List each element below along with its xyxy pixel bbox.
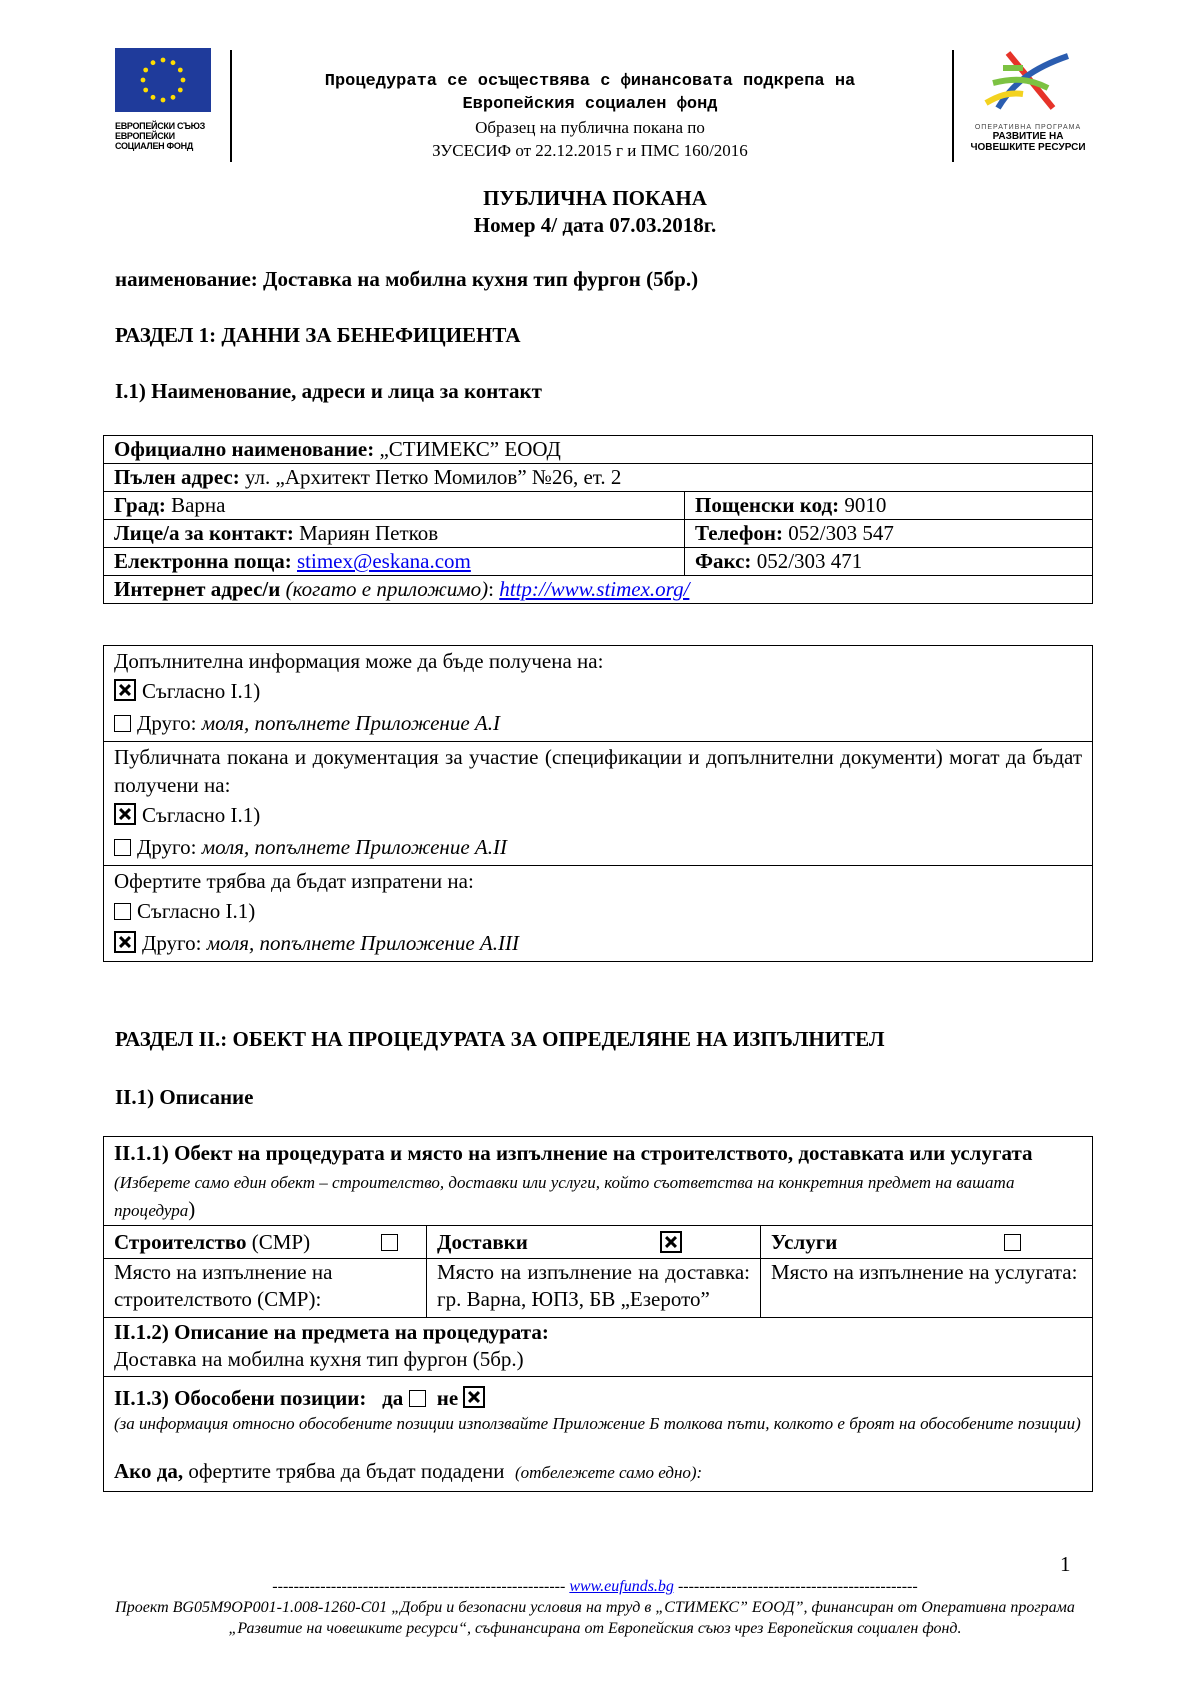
object-heading: II.1.1) Обект на процедурата и място на изпълнение на строителството, доставката или услугата [114, 1141, 1033, 1165]
address-label: Пълен адрес: [114, 465, 240, 489]
contact-person-value: Мариян Петков [293, 521, 439, 545]
phone-value: 052/303 547 [783, 521, 894, 545]
section-2-heading: РАЗДЕЛ II.: ОБЕКТ НА ПРОЦЕДУРАТА ЗА ОПРЕДЕЛЯНЕ НА ИЗПЪЛНИТЕЛ [115, 1027, 885, 1051]
phone-label: Телефон: [695, 521, 784, 545]
eu-logo-line: СОЦИАЛЕН ФОНД [115, 141, 193, 151]
supplies-place-label [437, 1259, 750, 1286]
description-value: Доставка на мобилна кухня тип фургон (5бр.) [114, 1347, 524, 1371]
header-divider-right [952, 50, 954, 162]
lots-no-label: не [436, 1386, 459, 1410]
eu-logo-line: ЕВРОПЕЙСКИ СЪЮЗ [115, 121, 205, 131]
page-subtitle: Номер 4/ дата 07.03.2018г. [473, 213, 717, 237]
option-label: Друго: [137, 711, 202, 735]
checkbox-unchecked[interactable] [114, 839, 131, 856]
footer-dashes: ------------------------------------------------------- [272, 1578, 566, 1595]
header-line-3: Образец на публична покана по [475, 118, 705, 137]
checkbox-unchecked[interactable] [114, 903, 131, 920]
docs-option-2 [114, 831, 1082, 863]
offers-info-text: Офертите трябва да бъдат изпратени на: [114, 869, 474, 893]
construction-label: Строителство [114, 1230, 247, 1254]
postcode-value: 9010 [839, 493, 887, 517]
email-link[interactable]: stimex@eskana.com [296, 549, 471, 573]
email-label: Електронна поща: [114, 549, 292, 573]
option-note: моля, попълнете Приложение А.I [201, 711, 500, 735]
contact-table [103, 435, 1093, 604]
supplies-label: Доставки [437, 1230, 528, 1254]
if-yes-label: Ако да, [114, 1459, 184, 1483]
services-checkbox-unchecked[interactable] [1004, 1234, 1021, 1251]
eu-logo-line: ЕВРОПЕЙСКИ [115, 131, 175, 141]
additional-option-1 [114, 675, 1082, 707]
fax-label: Факс: [695, 549, 752, 573]
footer-project-text: Проект BG05M9OP001-1.008-1260-C01 „Добри и безопасни условия на труд в „СТИМЕКС” ЕООД”, финансиран от Оперативна програма „Развитие на човешките ресурси“, съфинансирана от Европейския съюз чрез Европейския социален фонд. [115, 1599, 1075, 1637]
web-colon: : [488, 577, 500, 601]
supplies-place-text: Място на изпълнение на доставка: [437, 1260, 750, 1284]
services-label: Услуги [771, 1230, 838, 1254]
address-value: ул. „Архитект Петко Момилов” №26, ет. 2 [239, 465, 622, 489]
eufunds-link[interactable]: www.eufunds.bg [569, 1578, 674, 1595]
option-label: Друго: [142, 931, 207, 955]
lots-label: II.1.3) Обособени позиции: [114, 1386, 367, 1410]
lots-row [114, 1383, 1082, 1413]
construction-checkbox-unchecked[interactable] [381, 1234, 398, 1251]
if-yes-note: (отбележете само едно): [514, 1463, 703, 1482]
page-title: ПУБЛИЧНА ПОКАНА [483, 186, 707, 210]
official-name-label: Официално наименование: [114, 437, 375, 461]
section-1-subheading: І.1) Наименование, адреси и лица за контакт [115, 379, 542, 403]
section-2-subheading: II.1) Описание [115, 1085, 254, 1109]
option-note: моля, попълнете Приложение А.II [201, 835, 507, 859]
option-label: Съгласно І.1) [142, 679, 261, 703]
services-place: Място на изпълнение на услугата: [771, 1260, 1078, 1284]
header-line-4: ЗУСЕСИФ от 22.12.2015 г и ПМС 160/2016 [432, 141, 748, 160]
offers-option-1 [114, 895, 1082, 927]
eu-flag-icon [115, 48, 211, 112]
option-note: моля, попълнете Приложение А.III [206, 931, 519, 955]
section-1-heading: РАЗДЕЛ 1: ДАННИ ЗА БЕНЕФИЦИЕНТА [115, 323, 521, 347]
fax-value: 052/303 471 [751, 549, 863, 573]
additional-info-text: Допълнителна информация може да бъде получена на: [114, 649, 604, 673]
op-logo-line: РАЗВИТИЕ НА [992, 131, 1064, 142]
docs-info-text: Публичната покана и документация за участие (спецификации и допълнителни документи) могат да бъдат получени на: [114, 745, 1082, 797]
footer [110, 1576, 1080, 1639]
object-heading-note: (Изберете само един обект – строителство, доставки или услуги, който съответства на конкретния предмет на вашата процедура [114, 1173, 1015, 1220]
lots-note: (за информация относно обособените позиции използвайте Приложение Б толкова пъти, колкото е броят на обособените позиции) [114, 1414, 1081, 1433]
lots-no-checkbox-checked[interactable] [463, 1386, 485, 1408]
web-label: Интернет адрес/и [114, 577, 281, 601]
lots-yes-checkbox-unchecked[interactable] [409, 1390, 426, 1407]
postcode-label: Пощенски код: [695, 493, 840, 517]
checkbox-checked[interactable] [114, 931, 136, 953]
footer-dashes: --------------------------------------------- [677, 1578, 918, 1595]
op-logo-line: ОПЕРАТИВНА ПРОГРАМА [974, 124, 1082, 131]
additional-option-2 [114, 707, 1082, 739]
city-value: Варна [165, 493, 226, 517]
supplies-checkbox-checked[interactable] [660, 1231, 682, 1253]
op-logo [958, 48, 1098, 160]
header-divider-left [230, 50, 232, 162]
construction-label-suffix: (СМР) [246, 1230, 311, 1254]
header-line-1: Процедурата се осъществява с финансовата подкрепа на [324, 72, 856, 91]
eu-logo [115, 48, 215, 158]
docs-option-1 [114, 799, 1082, 831]
footer-link-line [110, 1576, 1080, 1597]
checkbox-checked[interactable] [114, 803, 136, 825]
description-label: II.1.2) Описание на предмета на процедурата: [114, 1320, 549, 1344]
procedure-naming: наименование: Доставка на мобилна кухня тип фургон (5бр.) [115, 267, 699, 291]
option-label: Съгласно І.1) [142, 803, 261, 827]
object-table [103, 1136, 1093, 1492]
option-label: Друго: [137, 835, 202, 859]
offers-option-2 [114, 927, 1082, 959]
web-link[interactable]: http://www.stimex.org/ [499, 577, 690, 601]
if-yes-text: офертите трябва да бъдат подадени [183, 1459, 505, 1483]
op-logo-line: ЧОВЕШКИТЕ РЕСУРСИ [970, 142, 1086, 153]
supplies-place-value: гр. Варна, ЮПЗ, БВ „Езерото” [437, 1287, 710, 1311]
if-yes-row [114, 1457, 1082, 1487]
city-label: Град: [114, 493, 166, 517]
info-table [103, 645, 1093, 962]
construction-place: Място на изпълнение на строителството (СМР): [114, 1260, 333, 1311]
option-label: Съгласно І.1) [137, 899, 256, 923]
lots-yes-label: да [382, 1386, 404, 1410]
page-number: 1 [1060, 1552, 1071, 1576]
object-heading-end: ) [188, 1197, 196, 1221]
contact-person-label: Лице/а за контакт: [114, 521, 294, 545]
web-note: (когато е приложимо) [280, 577, 489, 601]
op-hr-logo-icon [978, 48, 1078, 118]
header-line-2: Европейския социален фонд [462, 95, 718, 114]
checkbox-unchecked[interactable] [114, 715, 131, 732]
official-name-value: „СТИМЕКС” ЕООД [374, 437, 561, 461]
checkbox-checked[interactable] [114, 679, 136, 701]
